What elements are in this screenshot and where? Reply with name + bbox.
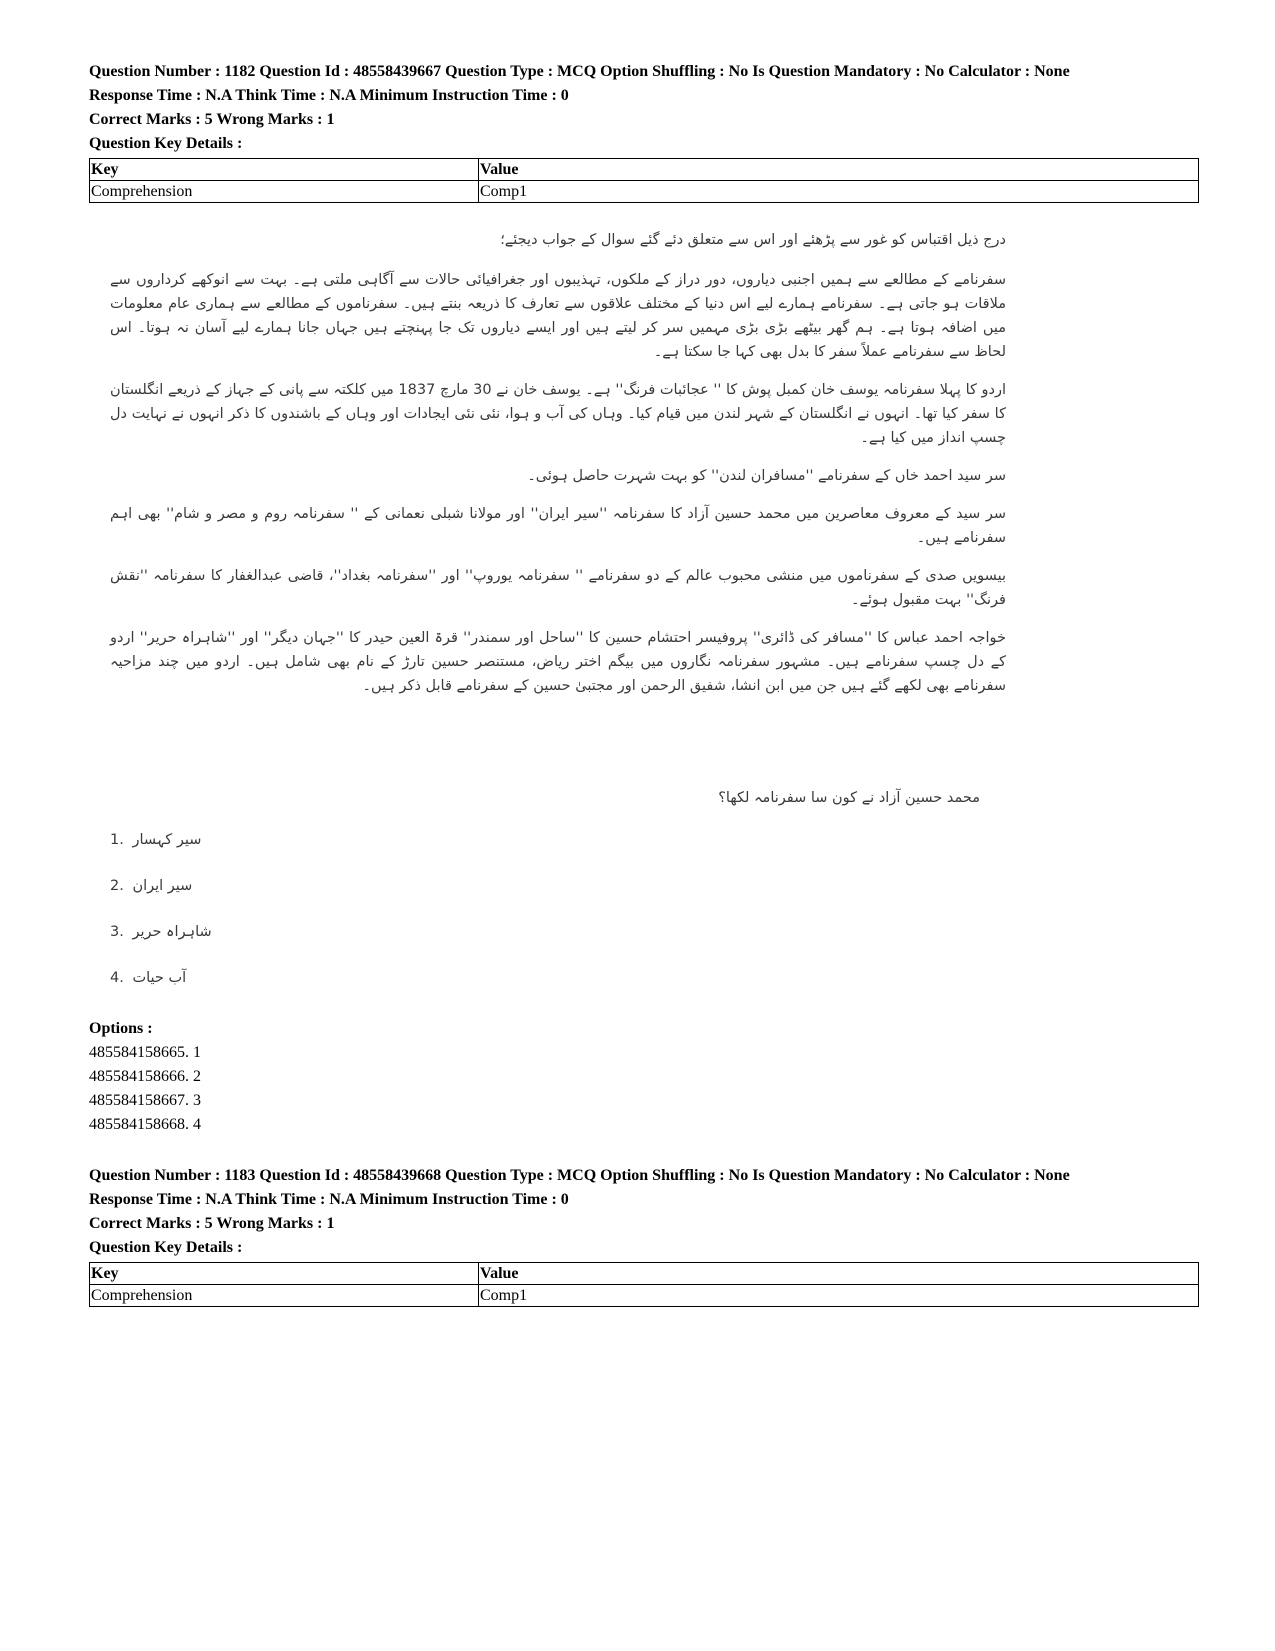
choice-number: 3. bbox=[110, 924, 124, 940]
question-key-table bbox=[89, 158, 1199, 203]
passage-instruction: درج ذیل اقتباس کو غور سے پڑھئے اور اس سے متعلق دئے گئے سوال کے جواب دیجئے؛ bbox=[500, 232, 1006, 248]
passage-paragraph: سفرنامے کے مطالعے سے ہمیں اجنبی دیاروں، دور دراز کے ملکوں، تہذیبوں اور جغرافیائی حالات سے آگاہی ملتی ہے۔ بہت سے انوکھے کرداروں سے ملاقات ہو جاتی ہے۔ سفرنامے ہمارے لیے اس دنیا کے مختلف علاقوں سے تعارف کا ذریعہ بنتے ہیں۔ سفرناموں کے مطالعے سے ہماری عام معلومات میں اضافہ ہوتا ہے۔ ہم گھر بیٹھے بڑی بڑی مہمیں سر کر لیتے ہیں اور ایسے دیاروں تک جا پہنچتے ہیں جہاں جانا ہمارے لیے آسان نہ ہوتا۔ اس لحاظ سے سفرنامے عملاً سفر کا بدل بھی کہا جا سکتا ہے۔ bbox=[110, 272, 1006, 360]
question-key-details-label: Question Key Details : bbox=[89, 135, 243, 152]
choice-text: شاہراہ حریر bbox=[132, 924, 212, 940]
passage-paragraph: بیسویں صدی کے سفرناموں میں منشی محبوب عالم کے دو سفرنامے '' سفرنامہ یوروپ'' اور ''سفرنامہ بغداد''، قاضی عبدالغفار کا سفرنامہ ''نقش فرنگ'' بہت مقبول ہوئے۔ bbox=[110, 568, 1006, 608]
question-marks: Correct Marks : 5 Wrong Marks : 1 bbox=[89, 111, 335, 128]
answer-choice bbox=[110, 924, 212, 940]
answer-choice bbox=[110, 878, 192, 894]
choice-number: 2. bbox=[110, 878, 124, 894]
choice-text: سیر ایران bbox=[132, 878, 193, 894]
options-label: Options : bbox=[89, 1020, 153, 1037]
option-item: 485584158668. 4 bbox=[89, 1116, 201, 1133]
passage-paragraph: خواجہ احمد عباس کا ''مسافر کی ڈائری'' پروفیسر احتشام حسین کا ''ساحل اور سمندر'' قرۃ العین حیدر کا ''جہان دیگر'' اور ''شاہراہ حریر'' اردو کے دل چسپ سفرنامے ہیں۔ مشہور سفرنامہ نگاروں میں بیگم اختر ریاض، مستنصر حسین تارڑ کے نام بھی شامل ہیں۔ اردو میں چند مزاحیہ سفرنامے بھی لکھے گئے ہیں جن میں ابن انشا، شفیق الرحمن اور مجتبیٰ حسین کے سفرنامے قابل ذکر ہیں۔ bbox=[110, 630, 1006, 694]
question-meta-line-1: Question Number : 1182 Question Id : 48558439667 Question Type : MCQ Option Shuffling : No Is Question Mandatory : No Calculator : None bbox=[89, 63, 1070, 80]
question-1183-header bbox=[89, 1166, 1199, 1307]
passage-paragraph: اردو کا پہلا سفرنامہ یوسف خان کمبل پوش کا '' عجائبات فرنگ'' ہے۔ یوسف خان نے 30 مارچ 1837 میں کلکتہ سے پانی کے جہاز کے ذریعے انگلستان کا سفر کیا تھا۔ انہوں نے انگلستان کے شہر لندن میں قیام کیا۔ وہاں کی آب و ہوا، نئی نئی ایجادات اور وہاں کے باشندوں کا ذکر انہوں نے نہایت دل چسپ انداز میں کیا ہے۔ bbox=[110, 382, 1006, 446]
question-meta-line-1: Question Number : 1183 Question Id : 48558439668 Question Type : MCQ Option Shuffling : No Is Question Mandatory : No Calculator : None bbox=[89, 1167, 1070, 1184]
question-key-table bbox=[89, 1262, 1199, 1307]
table-header-value: Value bbox=[479, 159, 1199, 181]
choice-number: 1. bbox=[110, 832, 124, 848]
option-item: 485584158666. 2 bbox=[89, 1068, 201, 1085]
table-row bbox=[90, 181, 1199, 203]
answer-choice bbox=[110, 832, 201, 848]
question-marks: Correct Marks : 5 Wrong Marks : 1 bbox=[89, 1215, 335, 1232]
table-row bbox=[90, 1285, 1199, 1307]
choice-number: 4. bbox=[110, 970, 124, 986]
choice-text: آب حیات bbox=[132, 970, 187, 986]
question-key-details-label: Question Key Details : bbox=[89, 1239, 243, 1256]
question-meta-line-2: Response Time : N.A Think Time : N.A Minimum Instruction Time : 0 bbox=[89, 1191, 569, 1208]
table-header-row bbox=[90, 1263, 1199, 1285]
table-header-value: Value bbox=[479, 1263, 1199, 1285]
question-meta-line-2: Response Time : N.A Think Time : N.A Minimum Instruction Time : 0 bbox=[89, 87, 569, 104]
options-list bbox=[89, 1017, 201, 1137]
answer-choice bbox=[110, 970, 186, 986]
table-cell-value: Comp1 bbox=[479, 181, 1199, 203]
table-cell-value: Comp1 bbox=[479, 1285, 1199, 1307]
option-item: 485584158665. 1 bbox=[89, 1044, 201, 1061]
table-header-key: Key bbox=[90, 1263, 479, 1285]
question-text: محمد حسین آزاد نے کون سا سفرنامہ لکھا؟ bbox=[718, 790, 980, 806]
question-1182-header bbox=[89, 62, 1199, 203]
table-header-row bbox=[90, 159, 1199, 181]
table-header-key: Key bbox=[90, 159, 479, 181]
urdu-passage bbox=[110, 228, 1006, 712]
choice-text: سیر کہسار bbox=[132, 832, 202, 848]
table-cell-key: Comprehension bbox=[90, 181, 479, 203]
passage-paragraph: سر سید کے معروف معاصرین میں محمد حسین آزاد کا سفرنامہ ''سیر ایران'' اور مولانا شبلی نعمانی کے '' سفرنامہ روم و مصر و شام'' بھی اہم سفرنامے ہیں۔ bbox=[110, 506, 1006, 546]
option-item: 485584158667. 3 bbox=[89, 1092, 201, 1109]
passage-paragraph: سر سید احمد خاں کے سفرنامے ''مسافران لندن'' کو بہت شہرت حاصل ہوئی۔ bbox=[527, 468, 1006, 484]
table-cell-key: Comprehension bbox=[90, 1285, 479, 1307]
